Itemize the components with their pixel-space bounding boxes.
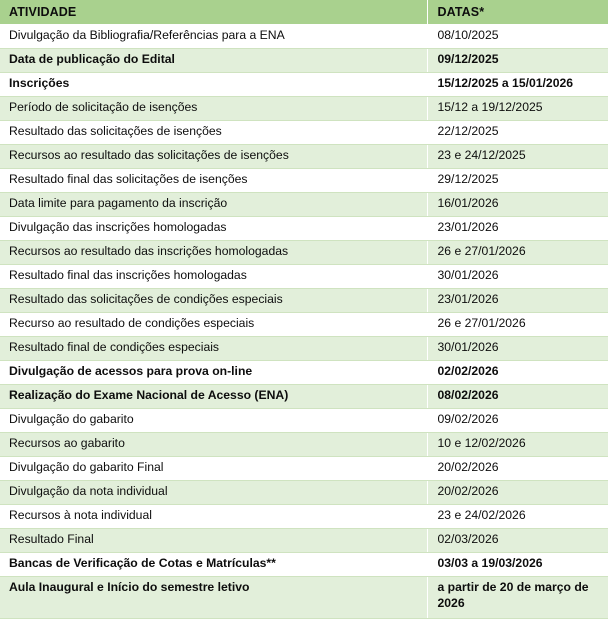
cell-date: 02/03/2026 — [427, 529, 608, 553]
cell-date: 03/03 a 19/03/2026 — [427, 553, 608, 577]
cell-activity: Recursos ao gabarito — [0, 433, 427, 457]
table-row — [0, 73, 608, 97]
table-header — [0, 0, 608, 25]
cell-date: 16/01/2026 — [427, 193, 608, 217]
cell-activity: Recursos à nota individual — [0, 505, 427, 529]
table-row — [0, 553, 608, 577]
table-row — [0, 313, 608, 337]
cell-activity: Recursos ao resultado das solicitações de isenções — [0, 145, 427, 169]
cell-date: 26 e 27/01/2026 — [427, 313, 608, 337]
cell-activity: Resultado final de condições especiais — [0, 337, 427, 361]
cell-date: 15/12 a 19/12/2025 — [427, 97, 608, 121]
cell-date: 29/12/2025 — [427, 169, 608, 193]
table-row — [0, 361, 608, 385]
cell-date: 23/01/2026 — [427, 217, 608, 241]
table-row — [0, 241, 608, 265]
cell-date: 10 e 12/02/2026 — [427, 433, 608, 457]
cell-activity: Bancas de Verificação de Cotas e Matrículas** — [0, 553, 427, 577]
cell-activity: Divulgação da Bibliografia/Referências para a ENA — [0, 25, 427, 49]
table-row — [0, 289, 608, 313]
table-row — [0, 505, 608, 529]
table-row — [0, 169, 608, 193]
cell-activity: Divulgação do gabarito Final — [0, 457, 427, 481]
cell-date: 15/12/2025 a 15/01/2026 — [427, 73, 608, 97]
table-row — [0, 529, 608, 553]
cell-activity: Divulgação do gabarito — [0, 409, 427, 433]
table-row — [0, 577, 608, 619]
table-row — [0, 265, 608, 289]
cell-date: 23 e 24/12/2025 — [427, 145, 608, 169]
table-row — [0, 337, 608, 361]
cell-activity: Recurso ao resultado de condições especiais — [0, 313, 427, 337]
table-row — [0, 385, 608, 409]
table-row — [0, 49, 608, 73]
table-row — [0, 481, 608, 505]
cell-activity: Aula Inaugural e Início do semestre letivo — [0, 577, 427, 619]
cell-date: 30/01/2026 — [427, 337, 608, 361]
table-row — [0, 25, 608, 49]
table-row — [0, 97, 608, 121]
cell-date: 20/02/2026 — [427, 457, 608, 481]
table-row — [0, 409, 608, 433]
table-row — [0, 121, 608, 145]
cell-date: 09/02/2026 — [427, 409, 608, 433]
cell-activity: Divulgação das inscrições homologadas — [0, 217, 427, 241]
cell-activity: Resultado das solicitações de condições especiais — [0, 289, 427, 313]
cell-date: 22/12/2025 — [427, 121, 608, 145]
cell-activity: Realização do Exame Nacional de Acesso (ENA) — [0, 385, 427, 409]
cell-activity: Resultado final das inscrições homologadas — [0, 265, 427, 289]
table-header-row — [0, 0, 608, 25]
table-body — [0, 25, 608, 619]
cell-activity: Resultado final das solicitações de isenções — [0, 169, 427, 193]
cell-date: 23/01/2026 — [427, 289, 608, 313]
cell-date: 23 e 24/02/2026 — [427, 505, 608, 529]
table-row — [0, 193, 608, 217]
column-header-dates: DATAS* — [427, 0, 608, 25]
cell-activity: Data de publicação do Edital — [0, 49, 427, 73]
cell-activity: Resultado das solicitações de isenções — [0, 121, 427, 145]
cell-date: 09/12/2025 — [427, 49, 608, 73]
cell-date: 08/10/2025 — [427, 25, 608, 49]
table-row — [0, 217, 608, 241]
column-header-activity: ATIVIDADE — [0, 0, 427, 25]
cell-activity: Divulgação de acessos para prova on-line — [0, 361, 427, 385]
cell-date: 08/02/2026 — [427, 385, 608, 409]
cell-date: 20/02/2026 — [427, 481, 608, 505]
cell-activity: Recursos ao resultado das inscrições homologadas — [0, 241, 427, 265]
table-row — [0, 145, 608, 169]
table-row — [0, 433, 608, 457]
cell-activity: Divulgação da nota individual — [0, 481, 427, 505]
cell-date: 26 e 27/01/2026 — [427, 241, 608, 265]
cell-activity: Inscrições — [0, 73, 427, 97]
cell-date: a partir de 20 de março de 2026 — [427, 577, 608, 619]
table-row — [0, 457, 608, 481]
cell-date: 30/01/2026 — [427, 265, 608, 289]
cell-activity: Data limite para pagamento da inscrição — [0, 193, 427, 217]
cell-date: 02/02/2026 — [427, 361, 608, 385]
cell-activity: Resultado Final — [0, 529, 427, 553]
cell-activity: Período de solicitação de isenções — [0, 97, 427, 121]
